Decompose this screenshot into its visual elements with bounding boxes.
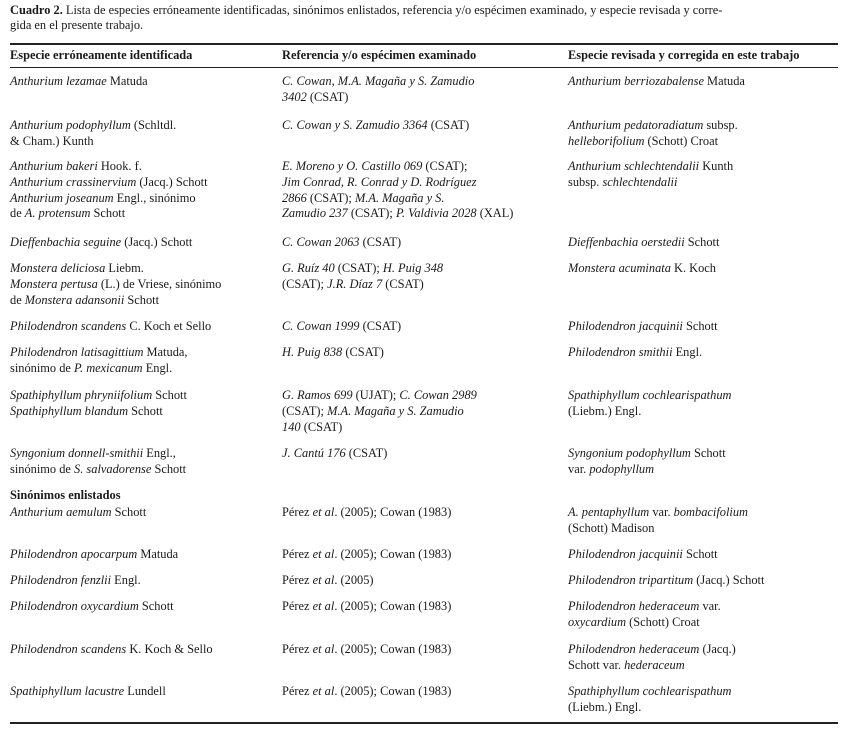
plain-text: (UJAT); <box>352 388 400 402</box>
plain-text: Schott <box>124 292 160 307</box>
cell-line <box>568 118 836 134</box>
table-cell-c2 <box>282 118 557 134</box>
table-cell-c3 <box>568 74 836 90</box>
table-cell-c1 <box>10 547 272 563</box>
italic-text: Anthurium aemulum <box>10 505 112 519</box>
cell-line <box>568 462 836 478</box>
plain-text: Schott <box>138 599 174 613</box>
table-cell-c3 <box>568 642 836 674</box>
plain-text: var. <box>568 461 590 476</box>
plain-text: Schott <box>128 403 163 418</box>
italic-text: Spathiphyllum cochlearispathum <box>568 684 732 698</box>
plain-text: Schott <box>151 461 187 476</box>
plain-text: (L.) de Vriese, sinónimo <box>97 276 222 291</box>
plain-text: Pérez <box>282 547 313 561</box>
plain-text: Schott var. <box>568 657 625 672</box>
top-rule <box>10 43 838 45</box>
cell-line <box>10 573 272 589</box>
italic-text: helleborifolium <box>568 133 645 148</box>
italic-text: Philodendron jacquinii <box>568 547 683 561</box>
italic-text: J.R. Díaz 7 <box>327 276 383 291</box>
plain-text: subsp. <box>568 174 603 189</box>
italic-text: et al <box>312 684 335 698</box>
plain-text: (Liebm.) Engl. <box>568 699 642 714</box>
cell-line <box>282 319 557 335</box>
cell-line <box>568 388 836 404</box>
cell-line <box>10 261 272 277</box>
plain-text: var. <box>699 599 721 613</box>
plain-text: . (2005); Cowan (1983) <box>334 684 452 698</box>
plain-text: (CSAT) <box>345 446 388 460</box>
italic-text: G. Ramos 699 <box>282 388 353 402</box>
cell-line <box>568 642 836 658</box>
cell-line <box>568 235 836 251</box>
cell-line <box>568 175 836 191</box>
cell-line <box>568 261 836 277</box>
caption-text-line1: Lista de especies erróneamente identificadas, sinónimos enlistados, referencia y/o espécimen examinado, y especie revisada y corre- <box>65 3 723 17</box>
table-cell-c3 <box>568 599 836 631</box>
italic-text: bombacifolium <box>673 505 748 519</box>
plain-text: (Jacq.) <box>699 642 736 656</box>
plain-text: & Cham.) Kunth <box>10 133 94 148</box>
plain-text: (CSAT) <box>359 319 402 333</box>
cell-line <box>282 388 557 404</box>
italic-text: M.A. Magaña y S. Zamudio <box>327 403 464 418</box>
plain-text: sinónimo de <box>10 360 75 375</box>
italic-text: Jim Conrad, R. Conrad y D. Rodríguez <box>282 174 477 189</box>
table-cell-c2 <box>282 235 557 251</box>
table-cell-c2 <box>282 74 557 106</box>
header-col-revised-species: Especie revisada y corregida en este trabajo <box>568 48 800 62</box>
plain-text: de <box>10 206 25 221</box>
plain-text: (CSAT); <box>347 206 396 221</box>
italic-text: Philodendron tripartitum <box>568 573 694 587</box>
italic-text: Philodendron jacquinii <box>568 319 683 333</box>
italic-text: Zamudio 237 <box>282 206 348 221</box>
italic-text: C. Cowan, M.A. Magaña y S. Zamudio <box>282 74 475 88</box>
cell-line <box>10 191 272 207</box>
italic-text: Spathiphyllum lacustre <box>10 684 125 698</box>
table-cell-c3 <box>568 388 836 420</box>
plain-text: Matuda, <box>143 345 188 359</box>
cell-line <box>568 319 836 335</box>
plain-text: Matuda <box>106 74 148 88</box>
plain-text: Pérez <box>282 505 313 519</box>
cell-line <box>282 206 557 222</box>
cell-line <box>282 277 557 293</box>
table-cell-c2 <box>282 684 557 700</box>
italic-text: Philodendron apocarpum <box>10 547 138 561</box>
italic-text: Dieffenbachia seguine <box>10 235 122 249</box>
table-cell-c2 <box>282 446 557 462</box>
plain-text: de <box>10 292 25 307</box>
plain-text: (CSAT); <box>282 276 328 291</box>
cell-line <box>568 159 836 175</box>
italic-text: Anthurium berriozabalense <box>568 74 704 88</box>
plain-text: (Jacq.) Schott <box>693 573 765 587</box>
plain-text: . (2005) <box>334 573 374 587</box>
cell-line <box>10 345 272 361</box>
table-cell-c2 <box>282 642 557 658</box>
cell-line <box>10 599 272 615</box>
cell-line <box>568 74 836 90</box>
cell-line <box>282 505 557 521</box>
cell-line <box>10 505 272 521</box>
cell-line <box>568 547 836 563</box>
table-cell-c1 <box>10 345 272 377</box>
table-cell-c3 <box>568 159 836 191</box>
italic-text: C. Cowan y S. Zamudio 3364 <box>282 118 428 132</box>
cell-line <box>10 293 272 309</box>
table-cell-c2 <box>282 159 557 222</box>
italic-text: Spathiphyllum blandum <box>10 403 129 418</box>
table-cell-c3 <box>568 319 836 335</box>
italic-text: et al <box>312 505 335 519</box>
plain-text: (CSAT) <box>306 89 349 104</box>
cell-line <box>10 446 272 462</box>
italic-text: G. Ruíz 40 <box>282 261 335 275</box>
italic-text: C. Cowan 1999 <box>282 319 360 333</box>
italic-text: Anthurium joseanum <box>10 190 114 205</box>
plain-text: (Schltdl. <box>130 118 177 132</box>
plain-text: sinónimo de <box>10 461 75 476</box>
table-cell-c1 <box>10 74 272 90</box>
italic-text: Philodendron hederaceum <box>568 642 700 656</box>
table-cell-c2 <box>282 599 557 615</box>
cell-line <box>10 388 272 404</box>
plain-text: (CSAT); <box>282 403 328 418</box>
italic-text: Anthurium podophyllum <box>10 118 131 132</box>
plain-text: (CSAT) <box>427 118 470 132</box>
table-cell-c3 <box>568 505 836 537</box>
italic-text: Monstera deliciosa <box>10 261 106 275</box>
plain-text: (Jacq.) Schott <box>136 174 208 189</box>
cell-line <box>568 345 836 361</box>
italic-text: A. protensum <box>24 206 91 221</box>
cell-line <box>282 599 557 615</box>
italic-text: Philodendron latisagittium <box>10 345 144 359</box>
italic-text: M.A. Magaña y S. <box>354 190 445 205</box>
cell-line <box>282 118 557 134</box>
cell-line <box>282 175 557 191</box>
plain-text: (Schott) Croat <box>626 614 700 629</box>
table-caption <box>10 3 836 33</box>
header-col-reference: Referencia y/o espécimen examinado <box>282 48 477 62</box>
table-cell-c1 <box>10 684 272 700</box>
plain-text: Pérez <box>282 599 313 613</box>
table-cell-c2 <box>282 319 557 335</box>
italic-text: E. Moreno y O. Castillo 069 <box>282 159 423 173</box>
italic-text: et al <box>312 547 335 561</box>
header-rule <box>10 67 838 68</box>
plain-text: C. Koch et Sello <box>126 319 212 333</box>
plain-text: . (2005); Cowan (1983) <box>334 547 452 561</box>
table-cell-c1 <box>10 159 272 222</box>
caption-text-line2: gida en el presente trabajo. <box>10 18 144 32</box>
cell-line <box>10 361 272 377</box>
italic-text: 3402 <box>282 89 307 104</box>
plain-text: (CSAT); <box>334 261 383 275</box>
plain-text: (Schott) Croat <box>644 133 719 148</box>
table-cell-c3 <box>568 235 836 251</box>
italic-text: oxycardium <box>568 614 627 629</box>
italic-text: Dieffenbachia oerstedii <box>568 235 685 249</box>
italic-text: P. mexicanum <box>74 360 143 375</box>
table-cell-c1 <box>10 235 272 251</box>
italic-text: Anthurium schlechtendalii <box>568 159 700 173</box>
cell-line <box>282 446 557 462</box>
plain-text: var. <box>649 505 674 519</box>
cell-line <box>10 74 272 90</box>
italic-text: H. Puig 348 <box>382 261 444 275</box>
italic-text: Syngonium podophyllum <box>568 446 691 460</box>
table-cell-c2 <box>282 388 557 435</box>
cell-line <box>282 90 557 106</box>
cell-line <box>10 319 272 335</box>
cell-line <box>10 684 272 700</box>
italic-text: Anthurium lezamae <box>10 74 107 88</box>
plain-text: (CSAT); <box>306 190 355 205</box>
plain-text: Pérez <box>282 573 313 587</box>
table-cell-c1 <box>10 642 272 658</box>
table-cell-c3 <box>568 573 836 589</box>
cell-line <box>282 404 557 420</box>
table-cell-c3 <box>568 261 836 277</box>
italic-text: Philodendron hederaceum <box>568 599 700 613</box>
plain-text: Pérez <box>282 684 313 698</box>
table-cell-c2 <box>282 345 557 361</box>
cell-line <box>282 74 557 90</box>
table-cell-c3 <box>568 118 836 150</box>
cell-line <box>10 277 272 293</box>
cell-line <box>282 261 557 277</box>
plain-text: (Schott) Madison <box>568 520 655 535</box>
plain-text: Engl., sinónimo <box>113 190 196 205</box>
italic-text: J. Cantú 176 <box>282 446 346 460</box>
table-cell-c3 <box>568 345 836 361</box>
italic-text: Philodendron scandens <box>10 319 127 333</box>
italic-text: H. Puig 838 <box>282 345 343 359</box>
italic-text: Philodendron scandens <box>10 642 127 656</box>
cell-line <box>10 235 272 251</box>
plain-text: . (2005); Cowan (1983) <box>334 599 452 613</box>
plain-text: (XAL) <box>476 206 514 221</box>
italic-text: Spathiphyllum phryniifolium <box>10 388 153 402</box>
italic-text: Anthurium bakeri <box>10 159 98 173</box>
plain-text: Engl. <box>142 360 173 375</box>
plain-text: Matuda <box>703 74 745 88</box>
cell-line <box>282 235 557 251</box>
cell-line <box>568 404 836 420</box>
cell-line <box>568 658 836 674</box>
plain-text: Engl. <box>111 573 141 587</box>
italic-text: Philodendron fenzlii <box>10 573 112 587</box>
cell-line <box>10 175 272 191</box>
table-cell-c1 <box>10 505 272 521</box>
plain-text: Liebm. <box>105 261 144 275</box>
cell-line <box>10 118 272 134</box>
cell-line <box>568 700 836 716</box>
plain-text: Matuda <box>137 547 179 561</box>
plain-text: Schott <box>690 446 726 460</box>
italic-text: C. Cowan 2989 <box>399 388 477 402</box>
cell-line <box>282 642 557 658</box>
plain-text: Schott <box>90 206 126 221</box>
table-cell-c1 <box>10 261 272 308</box>
table-cell-c2 <box>282 505 557 521</box>
italic-text: Philodendron oxycardium <box>10 599 139 613</box>
table-cell-c1 <box>10 599 272 615</box>
plain-text: K. Koch <box>670 261 716 275</box>
italic-text: Monstera adansonii <box>24 292 125 307</box>
cell-line <box>568 521 836 537</box>
italic-text: A. pentaphyllum <box>568 505 650 519</box>
italic-text: podophyllum <box>589 461 655 476</box>
cell-line <box>568 505 836 521</box>
cell-line <box>10 159 272 175</box>
cell-line <box>10 404 272 420</box>
cell-line <box>10 206 272 222</box>
table-cell-c1 <box>10 446 272 478</box>
cell-line <box>10 134 272 150</box>
italic-text: 2866 <box>282 190 307 205</box>
plain-text: . (2005); Cowan (1983) <box>334 642 452 656</box>
table-cell-c1 <box>10 118 272 150</box>
plain-text: Hook. f. <box>97 159 142 173</box>
italic-text: Spathiphyllum cochlearispathum <box>568 388 732 402</box>
italic-text: et al <box>312 573 335 587</box>
plain-text: Engl. <box>672 345 703 359</box>
cell-line <box>282 547 557 563</box>
cell-line <box>568 134 836 150</box>
italic-text: et al <box>312 642 335 656</box>
plain-text: K. Koch & Sello <box>126 642 213 656</box>
plain-text: . (2005); Cowan (1983) <box>334 505 452 519</box>
header-col-identified-species: Especie erróneamente identificada <box>10 48 193 62</box>
plain-text: Schott <box>682 547 718 561</box>
section-heading-synonyms: Sinónimos enlistados <box>10 488 121 502</box>
plain-text: (CSAT) <box>342 345 384 359</box>
plain-text: Schott <box>152 388 187 402</box>
plain-text: Engl., <box>143 446 176 460</box>
italic-text: Anthurium crassinervium <box>10 174 137 189</box>
plain-text: (CSAT); <box>422 159 468 173</box>
cell-line <box>568 684 836 700</box>
bottom-rule <box>10 722 838 724</box>
cell-line <box>568 615 836 631</box>
cell-line <box>282 684 557 700</box>
italic-text: Syngonium donnell-smithii <box>10 446 144 460</box>
plain-text: Kunth <box>699 159 734 173</box>
table-cell-c1 <box>10 573 272 589</box>
table-cell-c2 <box>282 547 557 563</box>
italic-text: Anthurium pedatoradiatum <box>568 118 704 132</box>
cell-line <box>568 446 836 462</box>
plain-text: Lundell <box>124 684 166 698</box>
italic-text: schlechtendalii <box>602 174 678 189</box>
cell-line <box>282 159 557 175</box>
table-cell-c2 <box>282 573 557 589</box>
table-cell-c3 <box>568 547 836 563</box>
cell-line <box>10 547 272 563</box>
table-cell-c2 <box>282 261 557 293</box>
italic-text: hederaceum <box>624 657 685 672</box>
table-cell-c3 <box>568 446 836 478</box>
table-cell-c1 <box>10 388 272 420</box>
italic-text: Monstera acuminata <box>568 261 671 275</box>
plain-text: Pérez <box>282 642 313 656</box>
cell-line <box>282 573 557 589</box>
plain-text: subsp. <box>703 118 738 132</box>
italic-text: Philodendron smithii <box>568 345 673 359</box>
italic-text: P. Valdivia 2028 <box>395 206 477 221</box>
plain-text: (CSAT) <box>359 235 402 249</box>
cell-line <box>282 420 557 436</box>
plain-text: Schott <box>684 235 720 249</box>
plain-text: Schott <box>111 505 147 519</box>
cell-line <box>568 599 836 615</box>
cell-line <box>282 191 557 207</box>
plain-text: (CSAT) <box>300 419 343 434</box>
italic-text: 140 <box>282 419 301 434</box>
cell-line <box>568 573 836 589</box>
italic-text: S. salvadorense <box>74 461 152 476</box>
plain-text: (CSAT) <box>382 276 424 291</box>
plain-text: (Jacq.) Schott <box>121 235 193 249</box>
italic-text: Monstera pertusa <box>10 276 98 291</box>
table-cell-c3 <box>568 684 836 716</box>
plain-text: Schott <box>682 319 718 333</box>
table-cell-c1 <box>10 319 272 335</box>
cell-line <box>10 642 272 658</box>
italic-text: C. Cowan 2063 <box>282 235 360 249</box>
italic-text: et al <box>312 599 335 613</box>
cell-line <box>282 345 557 361</box>
cell-line <box>10 462 272 478</box>
plain-text: (Liebm.) Engl. <box>568 403 642 418</box>
caption-label: Cuadro 2. <box>10 3 63 17</box>
